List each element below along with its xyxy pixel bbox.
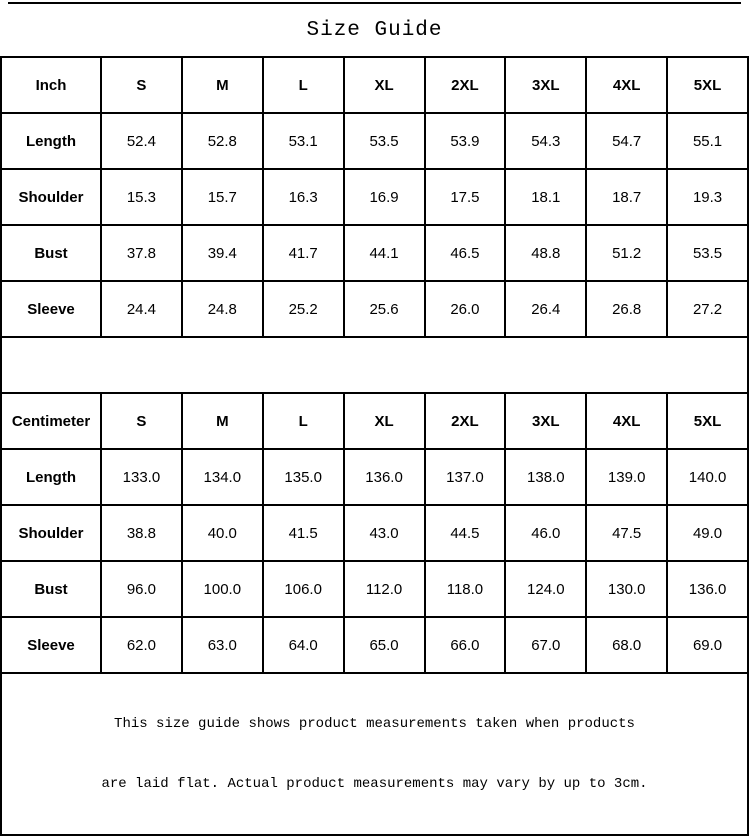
row-label-shoulder: Shoulder: [1, 505, 101, 561]
measurement-value: 66.0: [425, 617, 506, 673]
measurement-value: 53.5: [667, 225, 748, 281]
measurement-value: 17.5: [425, 169, 506, 225]
size-header-3xl: 3XL: [505, 57, 586, 113]
row-label-shoulder: Shoulder: [1, 169, 101, 225]
inch-bust-row: [1, 225, 748, 281]
size-header-5xl: 5XL: [667, 393, 748, 449]
measurement-value: 134.0: [182, 449, 263, 505]
footer-note-line1: This size guide shows product measurements taken when products: [114, 716, 635, 732]
row-label-sleeve: Sleeve: [1, 617, 101, 673]
cm-sleeve-row: [1, 617, 748, 673]
row-label-sleeve: Sleeve: [1, 281, 101, 337]
measurement-value: 44.1: [344, 225, 425, 281]
unit-header-centimeter: Centimeter: [1, 393, 101, 449]
measurement-value: 65.0: [344, 617, 425, 673]
size-header-3xl: 3XL: [505, 393, 586, 449]
measurement-value: 46.5: [425, 225, 506, 281]
measurement-value: 18.7: [586, 169, 667, 225]
measurement-value: 16.3: [263, 169, 344, 225]
row-label-bust: Bust: [1, 561, 101, 617]
measurement-value: 53.1: [263, 113, 344, 169]
measurement-value: 15.7: [182, 169, 263, 225]
measurement-value: 67.0: [505, 617, 586, 673]
footer-row: [1, 673, 748, 835]
measurement-value: 140.0: [667, 449, 748, 505]
size-header-4xl: 4XL: [586, 57, 667, 113]
measurement-value: 26.8: [586, 281, 667, 337]
measurement-value: 48.8: [505, 225, 586, 281]
size-guide: [0, 2, 749, 836]
size-header-s: S: [101, 393, 182, 449]
measurement-value: 52.8: [182, 113, 263, 169]
measurement-value: 41.7: [263, 225, 344, 281]
size-guide-table: [0, 56, 749, 836]
measurement-value: 51.2: [586, 225, 667, 281]
size-header-5xl: 5XL: [667, 57, 748, 113]
cm-header-row: [1, 393, 748, 449]
measurement-value: 55.1: [667, 113, 748, 169]
measurement-value: 25.6: [344, 281, 425, 337]
size-header-s: S: [101, 57, 182, 113]
measurement-value: 26.4: [505, 281, 586, 337]
measurement-value: 136.0: [344, 449, 425, 505]
measurement-value: 54.7: [586, 113, 667, 169]
inch-sleeve-row: [1, 281, 748, 337]
size-header-m: M: [182, 57, 263, 113]
measurement-value: 53.9: [425, 113, 506, 169]
measurement-value: 130.0: [586, 561, 667, 617]
measurement-value: 24.8: [182, 281, 263, 337]
measurement-value: 15.3: [101, 169, 182, 225]
measurement-value: 41.5: [263, 505, 344, 561]
cm-bust-row: [1, 561, 748, 617]
measurement-value: 106.0: [263, 561, 344, 617]
cm-shoulder-row: [1, 505, 748, 561]
size-header-l: L: [263, 57, 344, 113]
measurement-value: 53.5: [344, 113, 425, 169]
size-header-4xl: 4XL: [586, 393, 667, 449]
measurement-value: 96.0: [101, 561, 182, 617]
measurement-value: 38.8: [101, 505, 182, 561]
measurement-value: 136.0: [667, 561, 748, 617]
measurement-value: 118.0: [425, 561, 506, 617]
measurement-value: 47.5: [586, 505, 667, 561]
measurement-value: 46.0: [505, 505, 586, 561]
measurement-value: 27.2: [667, 281, 748, 337]
measurement-value: 26.0: [425, 281, 506, 337]
measurement-value: 49.0: [667, 505, 748, 561]
measurement-value: 63.0: [182, 617, 263, 673]
measurement-value: 54.3: [505, 113, 586, 169]
unit-header-inch: Inch: [1, 57, 101, 113]
measurement-value: 69.0: [667, 617, 748, 673]
measurement-value: 62.0: [101, 617, 182, 673]
measurement-value: 64.0: [263, 617, 344, 673]
measurement-value: 40.0: [182, 505, 263, 561]
measurement-value: 24.4: [101, 281, 182, 337]
row-label-length: Length: [1, 113, 101, 169]
size-header-xl: XL: [344, 393, 425, 449]
measurement-value: 37.8: [101, 225, 182, 281]
page-title: Size Guide: [306, 18, 443, 42]
row-label-bust: Bust: [1, 225, 101, 281]
measurement-value: 139.0: [586, 449, 667, 505]
measurement-value: 19.3: [667, 169, 748, 225]
measurement-value: 44.5: [425, 505, 506, 561]
inch-shoulder-row: [1, 169, 748, 225]
size-header-2xl: 2XL: [425, 57, 506, 113]
measurement-value: 68.0: [586, 617, 667, 673]
measurement-value: 16.9: [344, 169, 425, 225]
inch-length-row: [1, 113, 748, 169]
measurement-value: 52.4: [101, 113, 182, 169]
footer-note-line2: are laid flat. Actual product measurements may vary by up to 3cm.: [101, 776, 648, 792]
measurement-value: 18.1: [505, 169, 586, 225]
size-header-m: M: [182, 393, 263, 449]
size-header-xl: XL: [344, 57, 425, 113]
size-header-l: L: [263, 393, 344, 449]
measurement-value: 133.0: [101, 449, 182, 505]
measurement-value: 39.4: [182, 225, 263, 281]
measurement-value: 112.0: [344, 561, 425, 617]
footer-note: [1, 673, 748, 835]
spacer-cell: [1, 337, 748, 393]
measurement-value: 137.0: [425, 449, 506, 505]
measurement-value: 43.0: [344, 505, 425, 561]
measurement-value: 100.0: [182, 561, 263, 617]
spacer-row: [1, 337, 748, 393]
cm-length-row: [1, 449, 748, 505]
measurement-value: 135.0: [263, 449, 344, 505]
measurement-value: 124.0: [505, 561, 586, 617]
row-label-length: Length: [1, 449, 101, 505]
size-header-2xl: 2XL: [425, 393, 506, 449]
measurement-value: 25.2: [263, 281, 344, 337]
inch-header-row: [1, 57, 748, 113]
measurement-value: 138.0: [505, 449, 586, 505]
